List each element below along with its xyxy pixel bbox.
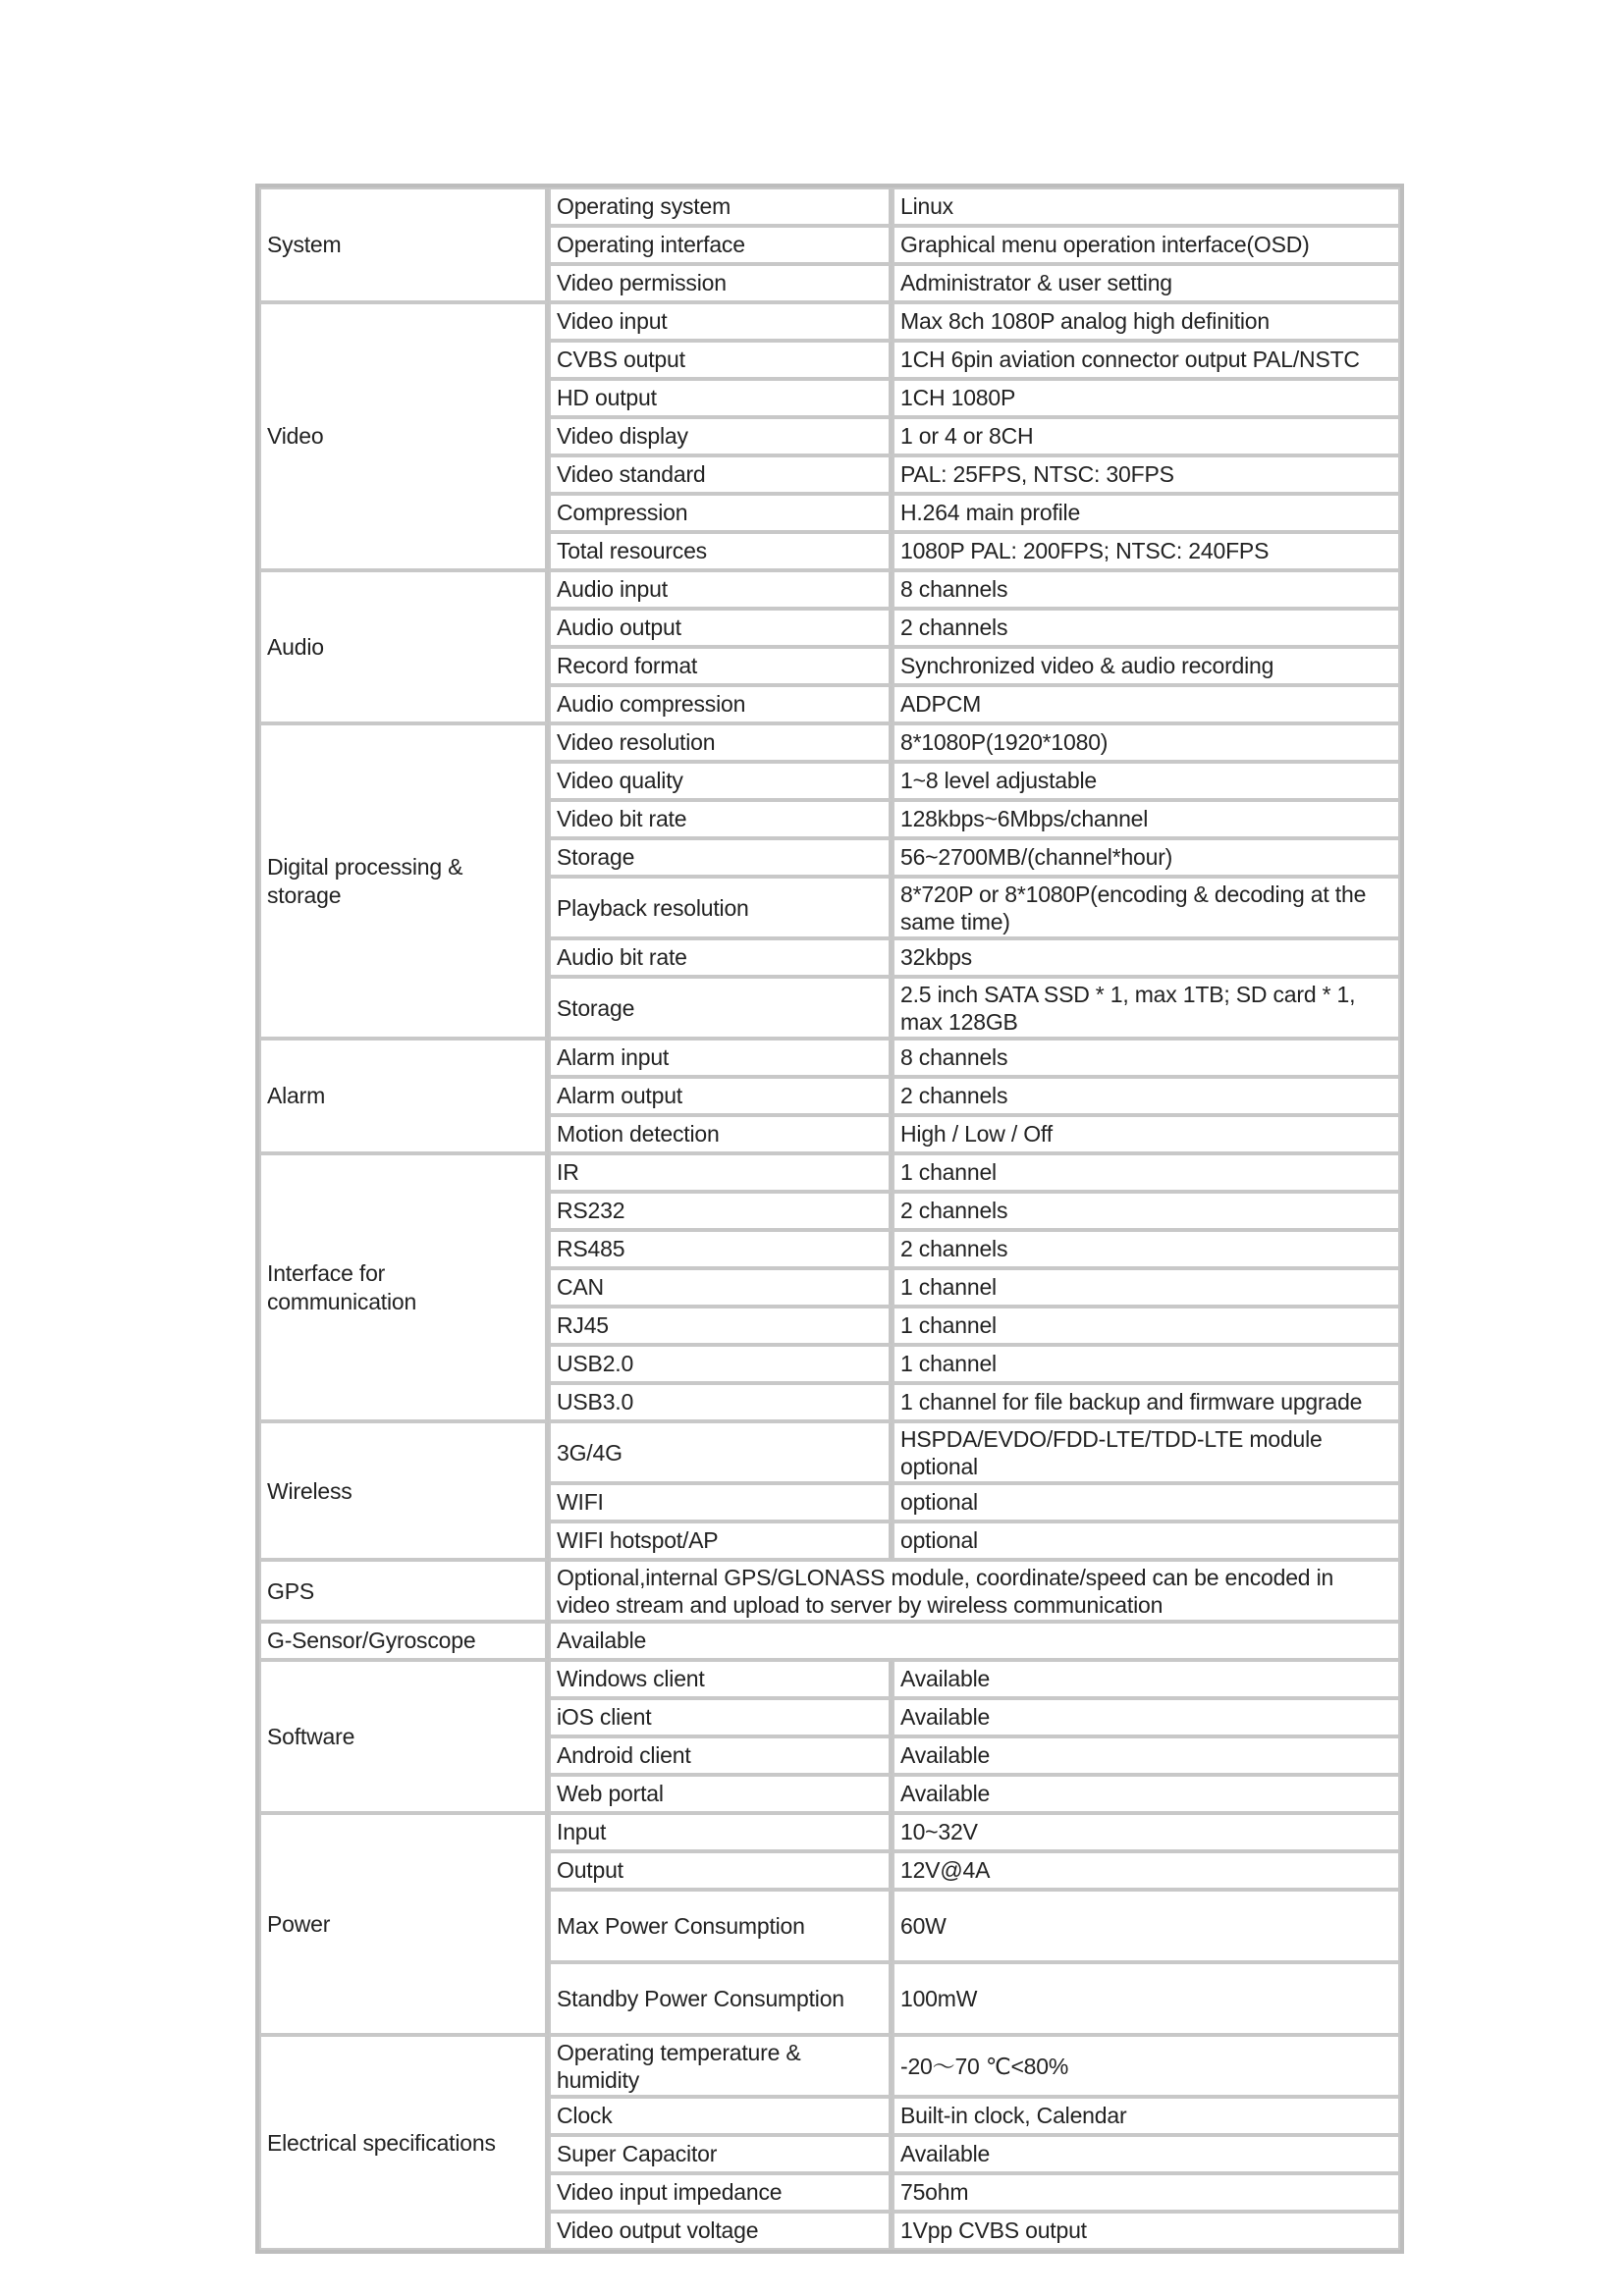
spec-row [259,1153,1400,1192]
param-cell: Max Power Consumption [549,1890,893,1962]
merged-value-cell: Available [549,1622,1400,1660]
param-cell: Record format [549,647,893,685]
param-cell: Output [549,1851,893,1890]
value-cell: 1 channel [893,1307,1400,1345]
param-cell: Audio bit rate [549,938,893,977]
param-cell: IR [549,1153,893,1192]
spec-table [255,184,1404,2254]
value-cell: 1 or 4 or 8CH [893,417,1400,455]
value-cell: PAL: 25FPS, NTSC: 30FPS [893,455,1400,494]
param-cell: Video standard [549,455,893,494]
value-cell: 2 channels [893,609,1400,647]
param-cell: Operating interface [549,226,893,264]
value-cell: 2.5 inch SATA SSD * 1, max 1TB; SD card * 1, max 128GB [893,977,1400,1039]
category-cell: Digital processing & storage [259,723,549,1039]
param-cell: Audio compression [549,685,893,723]
value-cell: Administrator & user setting [893,264,1400,302]
value-cell: High / Low / Off [893,1115,1400,1153]
param-cell: Android client [549,1736,893,1775]
param-cell: Super Capacitor [549,2135,893,2173]
spec-row [259,1421,1400,1483]
value-cell: 60W [893,1890,1400,1962]
param-cell: RJ45 [549,1307,893,1345]
spec-row [259,570,1400,609]
spec-row [259,302,1400,341]
param-cell: USB2.0 [549,1345,893,1383]
param-cell: Operating system [549,187,893,226]
spec-row [259,1622,1400,1660]
category-cell: Alarm [259,1039,549,1153]
value-cell: Built-in clock, Calendar [893,2097,1400,2135]
param-cell: RS232 [549,1192,893,1230]
value-cell: 128kbps~6Mbps/channel [893,800,1400,838]
value-cell: Linux [893,187,1400,226]
value-cell: 1Vpp CVBS output [893,2212,1400,2250]
category-cell: Interface for communication [259,1153,549,1421]
param-cell: Total resources [549,532,893,570]
spec-row [259,1039,1400,1077]
value-cell: HSPDA/EVDO/FDD-LTE/TDD-LTE module optional [893,1421,1400,1483]
value-cell: 12V@4A [893,1851,1400,1890]
value-cell: 10~32V [893,1813,1400,1851]
param-cell: RS485 [549,1230,893,1268]
param-cell: Playback resolution [549,877,893,938]
param-cell: Motion detection [549,1115,893,1153]
value-cell: Available [893,1736,1400,1775]
param-cell: CAN [549,1268,893,1307]
param-cell: Compression [549,494,893,532]
param-cell: Video bit rate [549,800,893,838]
param-cell: WIFI hotspot/AP [549,1522,893,1560]
param-cell: Video output voltage [549,2212,893,2250]
value-cell: optional [893,1522,1400,1560]
value-cell: Graphical menu operation interface(OSD) [893,226,1400,264]
value-cell: 2 channels [893,1230,1400,1268]
value-cell: 75ohm [893,2173,1400,2212]
value-cell: 8 channels [893,570,1400,609]
param-cell: Video input impedance [549,2173,893,2212]
spec-row [259,1560,1400,1622]
value-cell: 1 channel for file backup and firmware upgrade [893,1383,1400,1421]
param-cell: Video permission [549,264,893,302]
value-cell: 8*720P or 8*1080P(encoding & decoding at the same time) [893,877,1400,938]
param-cell: HD output [549,379,893,417]
param-cell: Alarm input [549,1039,893,1077]
value-cell: ADPCM [893,685,1400,723]
category-cell: Software [259,1660,549,1813]
param-cell: Alarm output [549,1077,893,1115]
value-cell: 1 channel [893,1268,1400,1307]
param-cell: 3G/4G [549,1421,893,1483]
param-cell: WIFI [549,1483,893,1522]
spec-row [259,723,1400,762]
param-cell: Video display [549,417,893,455]
value-cell: 2 channels [893,1192,1400,1230]
value-cell: 56~2700MB/(channel*hour) [893,838,1400,877]
param-cell: iOS client [549,1698,893,1736]
value-cell: 8 channels [893,1039,1400,1077]
value-cell: 1CH 1080P [893,379,1400,417]
param-cell: Windows client [549,1660,893,1698]
spec-row [259,1813,1400,1851]
value-cell: 1 channel [893,1345,1400,1383]
spec-row [259,187,1400,226]
value-cell: 1~8 level adjustable [893,762,1400,800]
value-cell: Available [893,1660,1400,1698]
category-cell: Electrical specifications [259,2035,549,2250]
value-cell: -20～70 ℃<80% [893,2035,1400,2097]
param-cell: Web portal [549,1775,893,1813]
value-cell: 1 channel [893,1153,1400,1192]
value-cell: optional [893,1483,1400,1522]
value-cell: 1080P PAL: 200FPS; NTSC: 240FPS [893,532,1400,570]
value-cell: Available [893,1775,1400,1813]
category-cell: Wireless [259,1421,549,1560]
param-cell: Input [549,1813,893,1851]
category-cell: G-Sensor/Gyroscope [259,1622,549,1660]
param-cell: Video resolution [549,723,893,762]
param-cell: Storage [549,977,893,1039]
param-cell: Video quality [549,762,893,800]
category-cell: Power [259,1813,549,2035]
value-cell: Max 8ch 1080P analog high definition [893,302,1400,341]
param-cell: Audio input [549,570,893,609]
value-cell: 100mW [893,1962,1400,2035]
value-cell: 1CH 6pin aviation connector output PAL/NSTC [893,341,1400,379]
param-cell: Audio output [549,609,893,647]
category-cell: GPS [259,1560,549,1622]
value-cell: 32kbps [893,938,1400,977]
value-cell: H.264 main profile [893,494,1400,532]
value-cell: Available [893,1698,1400,1736]
param-cell: Storage [549,838,893,877]
param-cell: Operating temperature & humidity [549,2035,893,2097]
value-cell: 8*1080P(1920*1080) [893,723,1400,762]
param-cell: CVBS output [549,341,893,379]
category-cell: Video [259,302,549,570]
category-cell: System [259,187,549,302]
spec-row [259,1660,1400,1698]
param-cell: Clock [549,2097,893,2135]
spec-row [259,2035,1400,2097]
param-cell: Video input [549,302,893,341]
value-cell: Available [893,2135,1400,2173]
param-cell: Standby Power Consumption [549,1962,893,2035]
param-cell: USB3.0 [549,1383,893,1421]
value-cell: 2 channels [893,1077,1400,1115]
value-cell: Synchronized video & audio recording [893,647,1400,685]
category-cell: Audio [259,570,549,723]
merged-value-cell: Optional,internal GPS/GLONASS module, coordinate/speed can be encoded in video stream and upload to server by wireless communication [549,1560,1400,1622]
